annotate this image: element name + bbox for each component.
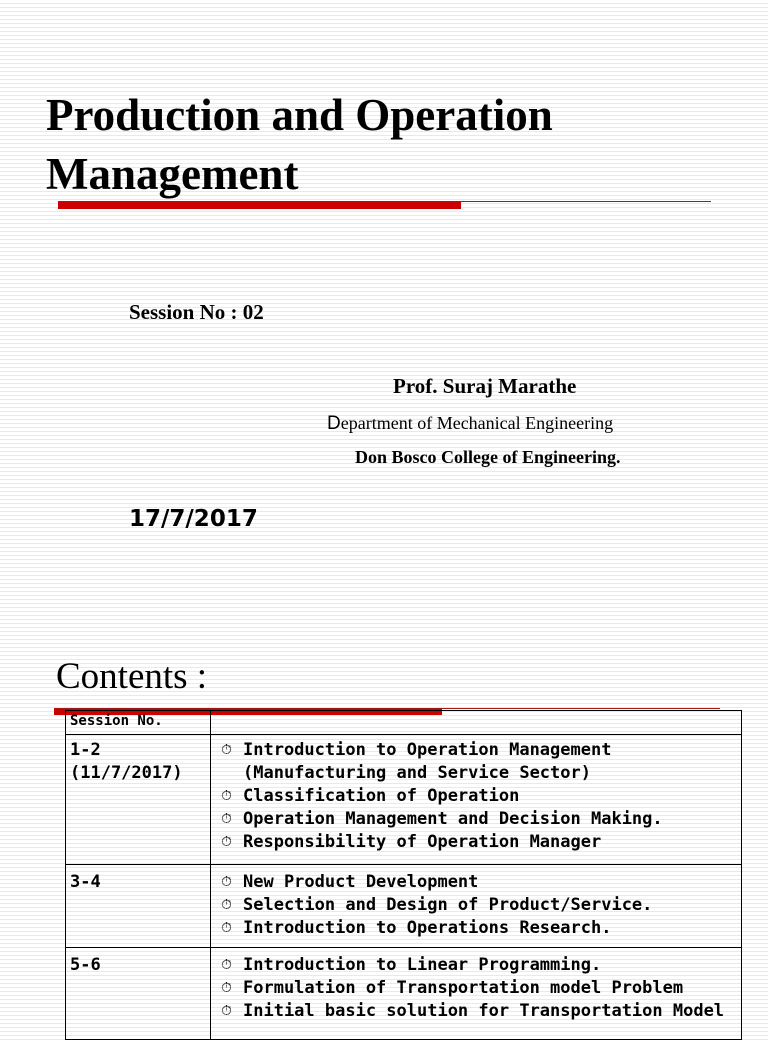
session-date: (11/7/2017) <box>70 763 183 784</box>
list-item <box>221 739 741 785</box>
stopwatch-icon: ⏱ <box>221 896 232 913</box>
department-name <box>327 413 613 435</box>
list-item <box>221 1000 741 1023</box>
topic-list <box>221 948 741 1023</box>
topics-cell <box>211 864 742 948</box>
list-item <box>221 954 741 977</box>
header-topics-cell <box>211 711 742 735</box>
topic-text: Formulation of Transportation model Problem <box>243 978 684 999</box>
list-item <box>221 917 741 940</box>
list-item <box>221 785 741 808</box>
contents-table <box>65 710 742 1040</box>
topic-text: Operation Management and Decision Making. <box>243 809 663 830</box>
presentation-date: 17/7/2017 <box>129 506 258 532</box>
slide-title <box>46 86 746 204</box>
list-item <box>221 871 741 894</box>
stopwatch-icon: ⏱ <box>221 919 232 936</box>
session-number: Session No : 02 <box>129 300 264 324</box>
slide-title-line1: Production and Operation <box>46 90 553 140</box>
header-session-label: Session No. <box>70 713 163 729</box>
topic-text: Classification of Operation <box>243 786 520 807</box>
topic-text: New Product Development <box>243 871 479 892</box>
contents-heading: Contents : <box>56 656 208 697</box>
session-cell <box>66 735 211 865</box>
slide-title-line2: Management <box>46 149 299 199</box>
session-cell <box>66 948 211 1040</box>
stopwatch-icon: ⏱ <box>221 742 232 759</box>
professor-name: Prof. Suraj Marathe <box>393 374 577 398</box>
stopwatch-icon: ⏱ <box>221 980 232 997</box>
table-header-row <box>66 711 742 735</box>
topic-text: Introduction to Linear Programming. <box>243 955 602 976</box>
topic-list <box>221 865 741 940</box>
stopwatch-icon: ⏱ <box>221 788 232 805</box>
topic-text: Responsibility of Operation Manager <box>243 832 602 853</box>
table-row <box>66 735 742 865</box>
session-label <box>70 735 210 785</box>
header-session-cell <box>66 711 211 735</box>
stopwatch-icon: ⏱ <box>221 957 232 974</box>
topic-list <box>221 735 741 854</box>
session-range: 3-4 <box>70 871 101 892</box>
stopwatch-icon: ⏱ <box>221 1003 232 1020</box>
title-divider-thick <box>58 202 461 209</box>
list-item <box>221 831 741 854</box>
topic-text: Introduction to Operations Research. <box>243 917 612 938</box>
topic-text: Introduction to Operation Management (Manufacturing and Service Sector) <box>243 740 612 784</box>
stopwatch-icon: ⏱ <box>221 811 232 828</box>
topics-cell <box>211 735 742 865</box>
list-item <box>221 977 741 1000</box>
stopwatch-icon: ⏱ <box>221 873 232 890</box>
session-range: 1-2 <box>70 740 101 761</box>
list-item <box>221 894 741 917</box>
college-name: Don Bosco College of Engineering. <box>355 447 621 467</box>
department-initial: D <box>327 413 341 434</box>
session-cell <box>66 864 211 948</box>
table-row <box>66 948 742 1040</box>
stopwatch-icon: ⏱ <box>221 834 232 851</box>
topic-text: Selection and Design of Product/Service. <box>243 894 653 915</box>
list-item <box>221 808 741 831</box>
topics-cell <box>211 948 742 1040</box>
session-range: 5-6 <box>70 955 101 976</box>
table-row <box>66 864 742 948</box>
topic-text: Initial basic solution for Transportation Model <box>243 1001 725 1022</box>
department-rest: epartment of Mechanical Engineering <box>340 413 614 433</box>
